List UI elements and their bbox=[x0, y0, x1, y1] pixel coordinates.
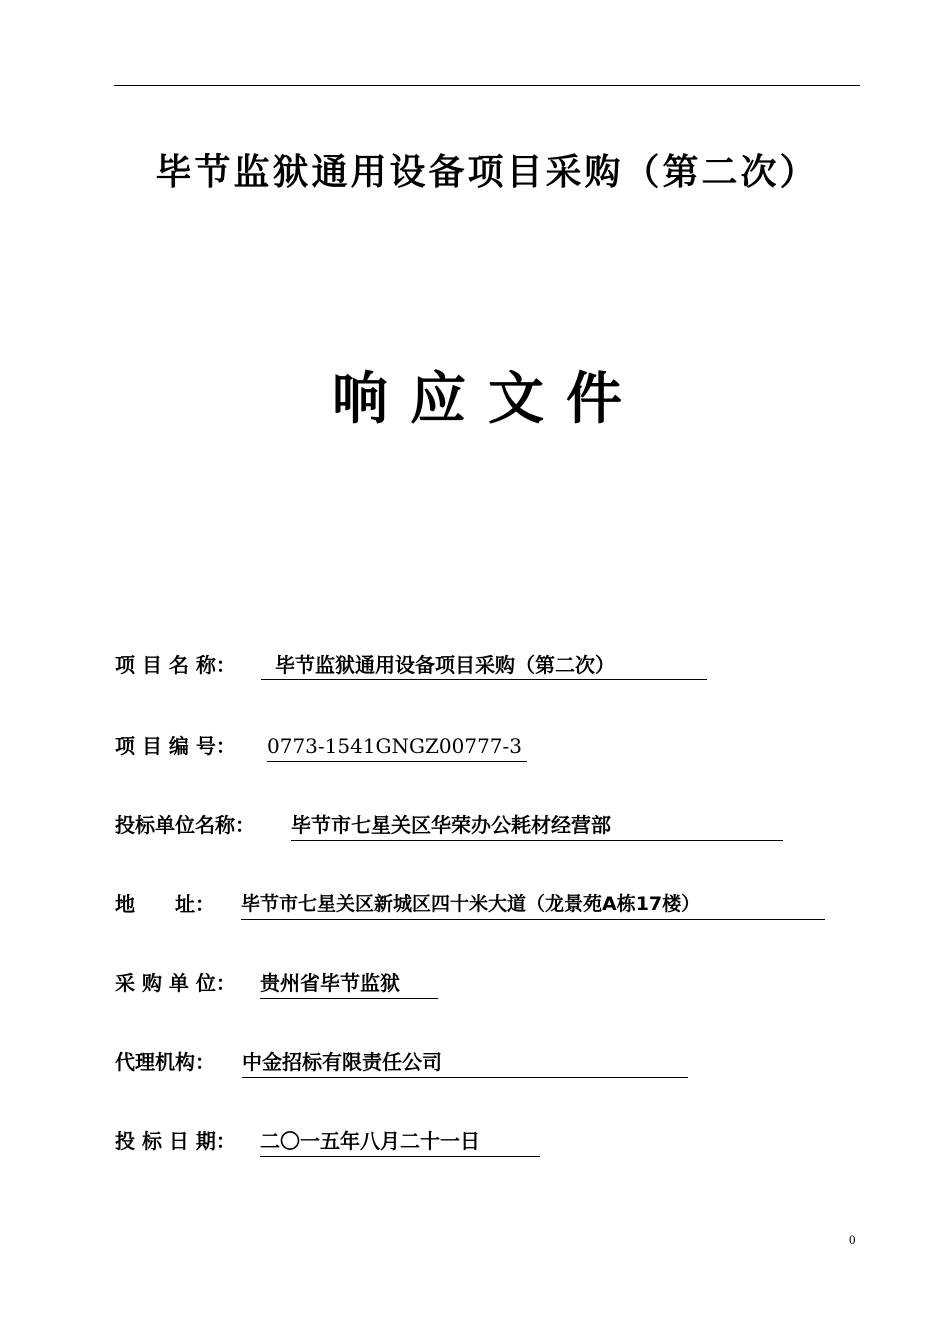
document-subtitle: 响应文件 bbox=[332, 367, 644, 432]
document-title: 毕节监狱通用设备项目采购（第二次） bbox=[155, 152, 819, 193]
field-colon: ： bbox=[215, 971, 236, 995]
field-address bbox=[115, 889, 835, 919]
field-value: 中金招标有限责任公司 bbox=[242, 1047, 688, 1078]
field-label: 地 址 bbox=[115, 892, 195, 916]
field-label: 代理机构 bbox=[115, 1050, 195, 1074]
field-label: 采 购 单 位 bbox=[115, 971, 216, 995]
header-rule bbox=[114, 85, 860, 86]
field-value: 贵州省毕节监狱 bbox=[260, 968, 438, 999]
field-value: 二〇一五年八月二十一日 bbox=[260, 1126, 540, 1157]
field-label: 项 目 名 称 bbox=[115, 653, 216, 677]
field-bid-date bbox=[115, 1126, 555, 1156]
field-colon: ： bbox=[215, 1129, 236, 1153]
field-value: 0773-1541GNGZ00777-3 bbox=[267, 731, 527, 762]
field-purchaser bbox=[115, 968, 455, 998]
field-colon: ： bbox=[215, 653, 236, 677]
page-number: 0 bbox=[849, 1232, 856, 1247]
field-colon: ： bbox=[195, 892, 215, 916]
field-colon: ： bbox=[235, 813, 255, 837]
field-value: 毕节监狱通用设备项目采购（第二次） bbox=[261, 650, 707, 680]
field-colon: ： bbox=[195, 1050, 215, 1074]
field-label: 投标单位名称 bbox=[115, 813, 235, 837]
field-label: 项 目 编 号 bbox=[115, 734, 216, 758]
field-agency bbox=[115, 1047, 705, 1077]
field-bidder-name bbox=[115, 810, 795, 840]
field-project-number bbox=[115, 731, 555, 761]
field-project-name bbox=[115, 650, 735, 680]
field-colon: ： bbox=[215, 734, 236, 758]
field-value: 毕节市七星关区华荣办公耗材经营部 bbox=[291, 810, 783, 841]
field-label: 投 标 日 期 bbox=[115, 1129, 216, 1153]
field-value: 毕节市七星关区新城区四十米大道（龙景苑A栋17楼） bbox=[241, 889, 825, 920]
